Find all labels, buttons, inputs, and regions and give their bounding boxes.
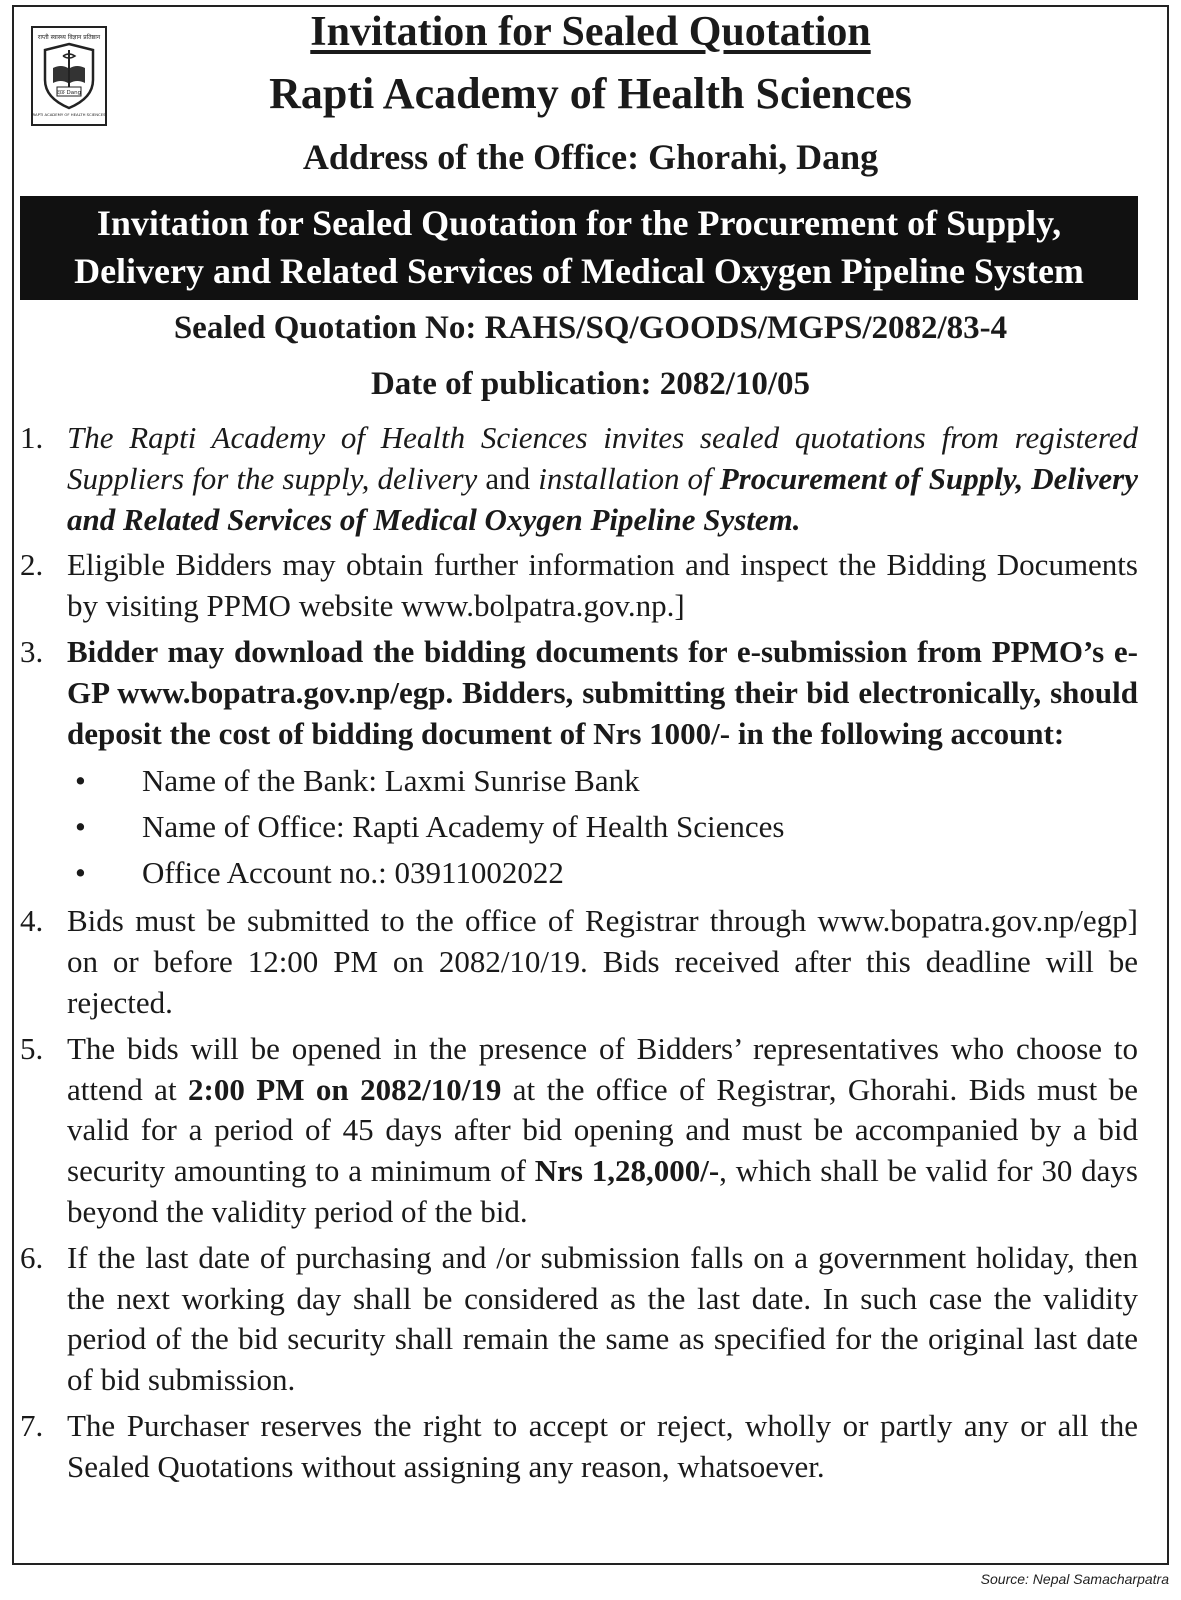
item-text: Bids must be submitted to the office of Registrar through www.bopatra.gov.np/egp] on or before 12:00 PM on 2082/10/19. Bids received after this deadline will be rejected. [67,903,1138,1020]
item-text [67,632,1138,896]
item-5-part-c: at the office of Registrar, Ghorahi. Bids must be valid for a period of 45 days after bid opening and must be accompanied by a bid security amounting to a minimum of [67,1071,1138,1189]
item-number: 4. [20,903,44,939]
bid-opening-time: 2:00 PM on 2082/10/19 [188,1071,502,1107]
bank-details-list [67,758,1138,896]
notice-items [20,418,1138,1493]
item-number: 3. [20,633,44,669]
bid-security-amount: Nrs 1,28,000/- [534,1153,720,1189]
logo-bottom-text: RAPTI ACADEMY OF HEALTH SCIENCES [33,112,105,117]
list-item [20,545,1138,627]
item-3-instructions: Bidder may download the bidding documents for e-submission from PPMO’s e-GP www.bopatra.gov.np/egp. Bidders, submitting their bid electronically, should deposit the cost of bidding document of Nrs 1000/- in the following account: [67,633,1138,751]
subject-banner [20,196,1138,300]
item-number: 1. [20,420,44,455]
account-number: Office Account no.: 03911002022 [142,855,564,891]
logo-badge-text: दाङ Dang [56,90,82,96]
item-1-subject: Procurement of Supply, Delivery and Related Services of Medical Oxygen Pipeline System. [67,460,1138,537]
list-item [20,632,1138,896]
item-text [67,418,1138,540]
item-number: 6. [20,1239,44,1275]
bullet-icon: • [75,809,86,845]
list-item [20,901,1138,1023]
organization-name: Rapti Academy of Health Sciences [269,69,912,118]
item-text: Eligible Bidders may obtain further information and inspect the Bidding Documents by visiting PPMO website www.bolpatra.gov.np.] [67,547,1138,624]
item-1-intro: The Rapti Academy of Health Sciences invites sealed quotations from registered Suppliers for the supply, delivery [67,420,1138,496]
bank-name: Name of the Bank: Laxmi Sunrise Bank [142,763,640,799]
quotation-number: Sealed Quotation No: RAHS/SQ/GOODS/MGPS/2082/83-4 [173,310,1008,346]
notice-title: Invitation for Sealed Quotation [310,9,871,55]
account-number-row [67,850,1138,896]
item-5-part-e: , which shall be valid for 30 days beyond the validity period of the bid. [67,1153,1138,1229]
subject-line-2: Delivery and Related Services of Medical Oxygen Pipeline System [74,251,1084,291]
item-number: 7. [20,1407,44,1443]
list-item [20,1029,1138,1233]
office-name: Name of Office: Rapti Academy of Health Sciences [142,809,785,845]
item-1-installation: installation of [538,460,720,496]
bullet-icon: • [75,855,86,891]
item-5-part-a: The bids will be opened in the presence of Bidders’ representatives who choose to attend at [67,1030,1138,1107]
list-item [20,1406,1138,1488]
subject-line-1: Invitation for Sealed Quotation for the Procurement of Supply, [96,203,1062,243]
logo-top-text: राप्ती स्वास्थ्य विज्ञान प्रतिष्ठान [37,34,101,41]
list-item [20,418,1138,540]
publication-date: Date of publication: 2082/10/05 [370,366,811,402]
item-text: If the last date of purchasing and /or submission falls on a government holiday, then the next working day shall be considered as the last date. In such case the validity period of the bid security shall remain the same as specified for the original last date of bid submission. [67,1239,1138,1398]
source-credit: Source: Nepal Samacharpatra [980,1571,1169,1587]
item-number: 5. [20,1030,44,1066]
bank-name-row [67,758,1138,804]
item-number: 2. [20,547,44,583]
item-text: The Purchaser reserves the right to accept or reject, wholly or partly any or all the Sealed Quotations without assigning any reason, whatsoever. [67,1407,1138,1484]
item-1-and: and [477,460,539,496]
office-name-row [67,804,1138,850]
item-text [67,1029,1138,1233]
list-item [20,1238,1138,1401]
office-address: Address of the Office: Ghorahi, Dang [302,137,879,177]
bullet-icon: • [75,763,86,799]
